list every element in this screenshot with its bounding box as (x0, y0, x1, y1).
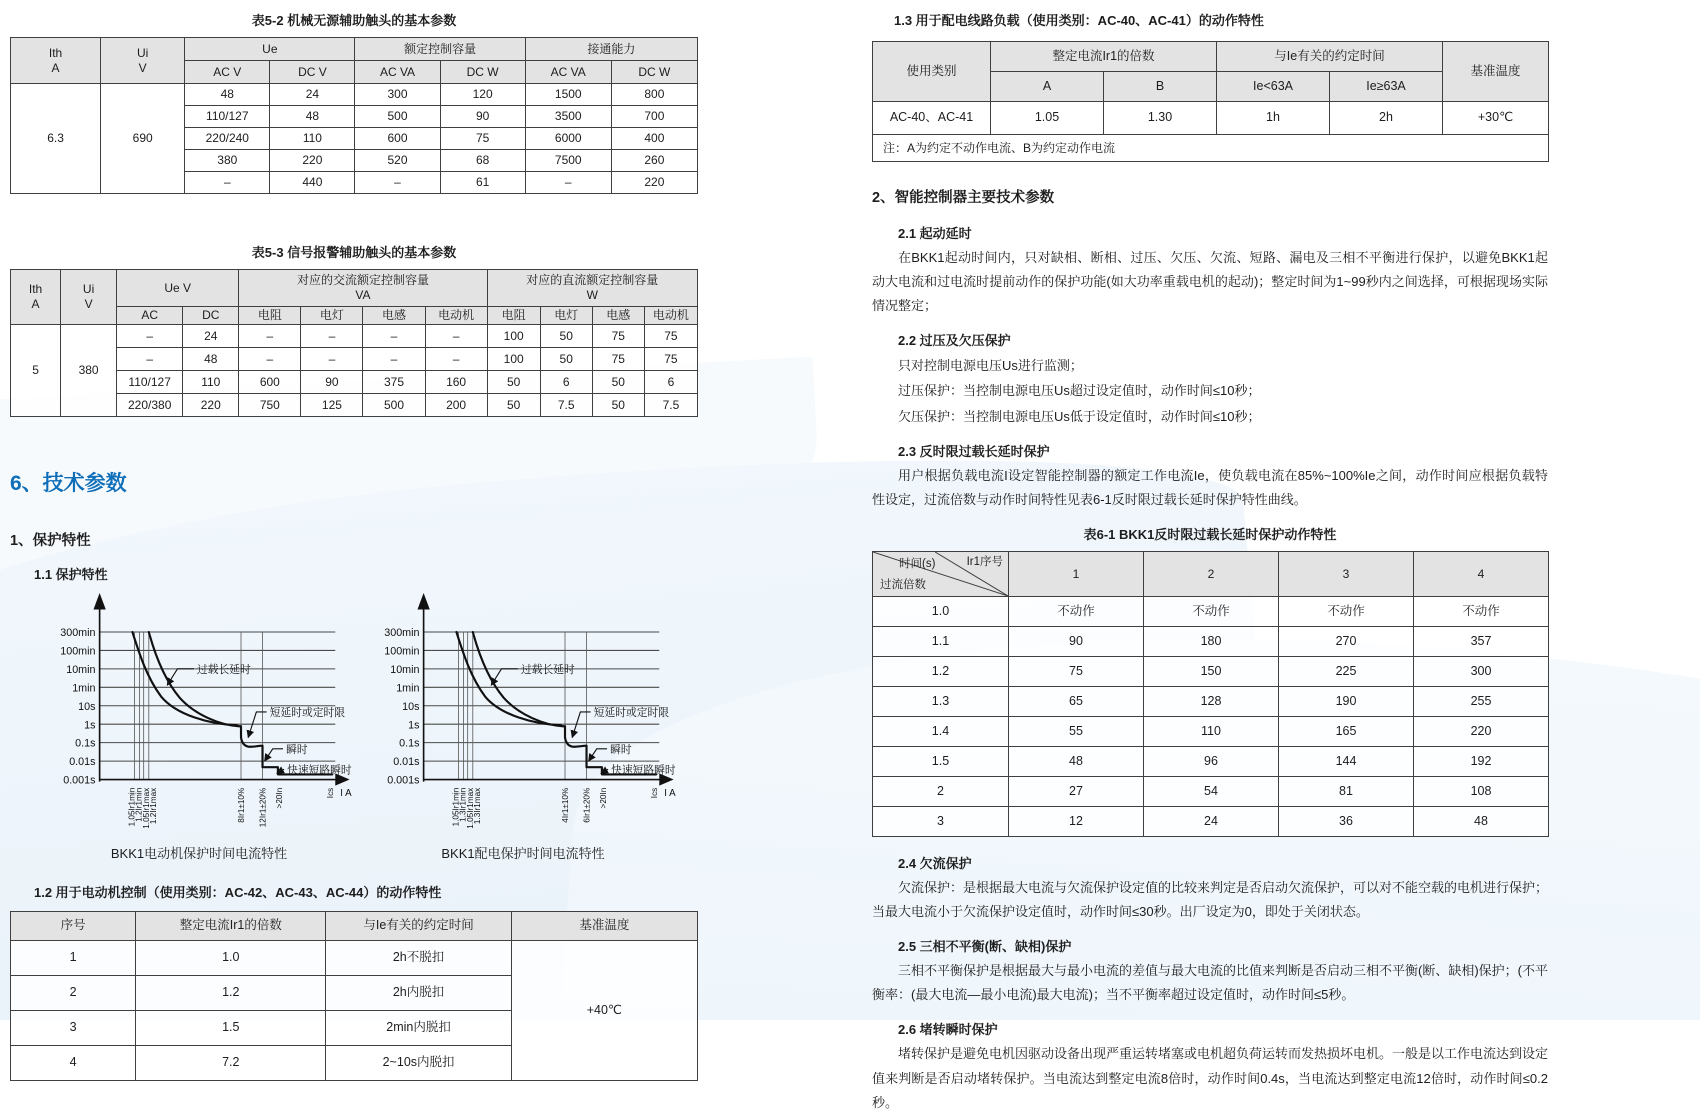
table-5-2 (10, 37, 698, 194)
cell: 48 (1009, 747, 1144, 777)
table-1-2 (10, 911, 698, 1081)
cell: 1500 (525, 84, 611, 106)
right-column (872, 4, 1548, 1115)
cell: 1.2 (873, 657, 1009, 687)
svg-text:>20In: >20In (598, 787, 608, 809)
section-2-2-line: 只对控制电源电压Us进行监测； (898, 358, 1083, 374)
col-header-resistive: 电阻 (487, 307, 540, 325)
cell: 1.3 (873, 687, 1009, 717)
cell: 220 (183, 394, 239, 417)
col-header-ac: AC (117, 307, 183, 325)
section-1-heading: 1、保护特性 (10, 533, 91, 549)
svg-text:Ics: Ics (326, 787, 336, 799)
diagonal-header-cell (873, 552, 1009, 597)
section-6-heading: 6、技术参数 (10, 472, 127, 495)
svg-text:快速短路瞬时: 快速短路瞬时 (611, 764, 676, 777)
cell: – (355, 172, 440, 194)
svg-text:300min: 300min (384, 627, 420, 640)
svg-text:1s: 1s (84, 719, 96, 732)
svg-text:300min: 300min (60, 627, 96, 640)
table-row (873, 102, 1549, 135)
svg-text:10s: 10s (78, 700, 96, 713)
cell: 180 (1144, 627, 1279, 657)
svg-text:10min: 10min (390, 663, 420, 676)
axes (417, 593, 673, 786)
cell: 48 (270, 106, 355, 128)
table-row (11, 84, 698, 106)
table-row (873, 135, 1549, 162)
motor-protection-curve-svg (40, 591, 358, 841)
cell: 270 (1279, 627, 1414, 657)
cell: 220 (270, 150, 355, 172)
cell: 220/240 (185, 128, 270, 150)
cell: 144 (1279, 747, 1414, 777)
table-5-2-title: 表5-2 机械无源辅助触头的基本参数 (251, 13, 457, 28)
cell: 7.2 (136, 1046, 326, 1081)
cell: 75 (644, 348, 697, 371)
cell: 50 (487, 371, 540, 394)
cell: 55 (1009, 717, 1144, 747)
col-header-lamp: 电灯 (540, 307, 592, 325)
table-row (873, 597, 1549, 627)
cell: 2h不脱扣 (326, 941, 511, 976)
cell: 3500 (525, 106, 611, 128)
col-header-ui: Ui V (61, 270, 117, 325)
section-2-1-heading: 2.1 起动延时 (898, 226, 972, 241)
cell: 24 (270, 84, 355, 106)
cell: 128 (1144, 687, 1279, 717)
x-tick-labels (127, 787, 352, 828)
cell: 255 (1414, 687, 1549, 717)
svg-text:1.3Ir1min: 1.3Ir1min (458, 787, 468, 822)
section-2-4-body: 欠流保护：是根据最大电流与欠流保护设定值的比较来判定是否启动欠流保护，可以对不能空载的电机进行保护；当最大电流小于欠流保护设定值时，动作时间≤30秒。出厂设定为0，即处于关闭状态。 (872, 880, 1549, 920)
cell: – (301, 348, 363, 371)
cell: AC-40、AC-41 (873, 102, 991, 135)
cell: 520 (355, 150, 440, 172)
cell: 7.5 (540, 394, 592, 417)
table-6-1 (872, 551, 1549, 837)
cell: 192 (1414, 747, 1549, 777)
cell: 1.5 (873, 747, 1009, 777)
y-axis-arrow-icon (417, 593, 429, 609)
table-row (873, 627, 1549, 657)
table-row (11, 325, 698, 348)
cell: 27 (1009, 777, 1144, 807)
cell: 500 (363, 394, 425, 417)
svg-text:0.1s: 0.1s (399, 737, 420, 750)
col-header-motor: 电动机 (425, 307, 487, 325)
col-header-dcv: DC V (270, 61, 355, 84)
cell: 2h内脱扣 (326, 976, 511, 1011)
col-header-rated-capacity: 额定控制容量 (355, 38, 525, 61)
cell: 3 (11, 1011, 136, 1046)
cell: 75 (592, 325, 644, 348)
cell: 6000 (525, 128, 611, 150)
cell: 110 (1144, 717, 1279, 747)
col-header-making-capacity: 接通能力 (525, 38, 697, 61)
svg-text:0.001s: 0.001s (387, 774, 420, 787)
cell: 300 (1414, 657, 1549, 687)
table-row (873, 42, 1549, 72)
section-2-2-line: 过压保护：当控制电源电压Us超过设定值时，动作时间≤10秒； (898, 383, 1261, 399)
cell: 不动作 (1279, 597, 1414, 627)
section-1-1-heading: 1.1 保护特性 (34, 567, 108, 582)
cell: 150 (1144, 657, 1279, 687)
col-header-multiple: 整定电流Ir1的倍数 (136, 912, 326, 941)
cell: 165 (1279, 717, 1414, 747)
col-header-ref-temp: 基准温度 (1443, 42, 1549, 102)
cell: 不动作 (1009, 597, 1144, 627)
section-1-3-heading: 1.3 用于配电线路负载（使用类别：AC-40、AC-41）的动作特性 (894, 13, 1264, 28)
y-axis-arrow-icon (93, 593, 105, 609)
cell: 2h (1330, 102, 1443, 135)
col-header-ue: Ue V (117, 270, 239, 307)
svg-text:1.05Ir1min: 1.05Ir1min (451, 787, 461, 827)
cell: 260 (611, 150, 697, 172)
col-header-inductive: 电感 (592, 307, 644, 325)
cell: 100 (487, 325, 540, 348)
cell: 不动作 (1144, 597, 1279, 627)
col-header-dc-capacity: 对应的直流额定控制容量 W (487, 270, 697, 307)
cell: 90 (301, 371, 363, 394)
cell-ref-temp: +40℃ (511, 941, 697, 1081)
col-header-dc: DC (183, 307, 239, 325)
y-tick-labels (384, 627, 419, 787)
cell: 48 (183, 348, 239, 371)
table-row (873, 552, 1549, 597)
cell: 220 (1414, 717, 1549, 747)
cell: 300 (355, 84, 440, 106)
section-2-3-body: 用户根据负载电流I设定智能控制器的额定工作电流Ie，使负载电流在85%~100%Ie之间，动作时间应根据负载特性设定，过流倍数与动作时间特性见表6-1反时限过载长延时保护特性曲线。 (872, 468, 1548, 508)
cell: 2min内脱扣 (326, 1011, 511, 1046)
col-header-a: A (991, 72, 1104, 102)
table-row (873, 657, 1549, 687)
col-header-ac-capacity: 对应的交流额定控制容量 VA (239, 270, 487, 307)
col-header-acv: AC V (185, 61, 270, 84)
cell: 50 (592, 394, 644, 417)
table-row (873, 687, 1549, 717)
col-header-dcw: DC W (440, 61, 525, 84)
cell: 1.4 (873, 717, 1009, 747)
motor-protection-chart (40, 591, 358, 862)
cell: 48 (185, 84, 270, 106)
cell: 100 (487, 348, 540, 371)
col-header-ie-lt-63: Ie<63A (1217, 72, 1330, 102)
col-header-lamp: 电灯 (301, 307, 363, 325)
svg-text:6Ir1±20%: 6Ir1±20% (582, 787, 592, 823)
section-2-heading: 2、智能控制器主要技术参数 (872, 190, 1055, 206)
svg-text:1min: 1min (396, 682, 420, 695)
svg-text:12Ir1±20%: 12Ir1±20% (258, 787, 268, 828)
svg-text:0.01s: 0.01s (69, 756, 96, 769)
table-row (873, 777, 1549, 807)
svg-text:1.05Ir1max: 1.05Ir1max (465, 787, 475, 829)
cell: 120 (440, 84, 525, 106)
table-note: 注：A为约定不动作电流、B为约定动作电流 (873, 135, 1549, 162)
svg-text:短延时或定时限: 短延时或定时限 (593, 707, 669, 719)
svg-text:短延时或定时限: 短延时或定时限 (269, 707, 345, 719)
cell: – (425, 325, 487, 348)
cell: 54 (1144, 777, 1279, 807)
cell: 2 (873, 777, 1009, 807)
col-header-ith: Ith A (11, 270, 61, 325)
cell: 48 (1414, 807, 1549, 837)
cell: 36 (1279, 807, 1414, 837)
cell-ith: 5 (11, 325, 61, 417)
cell: 61 (440, 172, 525, 194)
cell: 600 (355, 128, 440, 150)
svg-text:1.2Ir1max: 1.2Ir1max (148, 787, 158, 825)
cell: 75 (644, 325, 697, 348)
cell: 500 (355, 106, 440, 128)
cell: 1.05 (991, 102, 1104, 135)
cell: 50 (487, 394, 540, 417)
cell-ui: 380 (61, 325, 117, 417)
cell: 600 (239, 371, 301, 394)
section-1-2-heading: 1.2 用于电动机控制（使用类别：AC-42、AC-43、AC-44）的动作特性 (34, 885, 442, 900)
cell: 160 (425, 371, 487, 394)
section-2-2-line: 欠压保护：当控制电源电压Us低于设定值时，动作时间≤10秒； (898, 408, 1261, 424)
cell: +30℃ (1443, 102, 1549, 135)
svg-text:1.05Ir1min: 1.05Ir1min (127, 787, 137, 827)
col-header-acva: AC VA (525, 61, 611, 84)
cell: – (117, 348, 183, 371)
col-header-ref-temp: 基准温度 (511, 912, 697, 941)
cell: 96 (1144, 747, 1279, 777)
cell: 3 (873, 807, 1009, 837)
svg-text:4Ir1±10%: 4Ir1±10% (561, 787, 571, 823)
cell: 90 (440, 106, 525, 128)
col-header-ui: Ui V (101, 38, 185, 84)
y-tick-labels (60, 627, 95, 787)
table-1-3 (872, 41, 1549, 162)
col-header-time: 与Ie有关的约定时间 (326, 912, 511, 941)
col-header-b: B (1104, 72, 1217, 102)
table-5-3-title: 表5-3 信号报警辅助触头的基本参数 (251, 245, 457, 260)
motor-chart-caption: BKK1电动机保护时间电流特性 (110, 846, 288, 861)
annotations (167, 663, 352, 776)
cell: 75 (1009, 657, 1144, 687)
cell: 800 (611, 84, 697, 106)
gridlines (424, 632, 660, 780)
distribution-protection-chart (364, 591, 682, 862)
cell: 12 (1009, 807, 1144, 837)
svg-text:1min: 1min (72, 682, 96, 695)
table-6-1-title: 表6-1 BKK1反时限过载长延时保护动作特性 (1083, 527, 1337, 543)
col-header-inductive: 电感 (363, 307, 425, 325)
svg-text:I A: I A (340, 787, 352, 799)
col-header-ith: Ith A (11, 38, 101, 84)
table-row (873, 747, 1549, 777)
cell: – (239, 348, 301, 371)
cell: – (117, 325, 183, 348)
svg-text:I A: I A (664, 787, 676, 799)
cell: 220 (611, 172, 697, 194)
cell: 357 (1414, 627, 1549, 657)
cell: 24 (1144, 807, 1279, 837)
table-row (11, 941, 698, 976)
cell: 1.2 (136, 976, 326, 1011)
cell: 7.5 (644, 394, 697, 417)
cell: 65 (1009, 687, 1144, 717)
col-header-use-category: 使用类别 (873, 42, 991, 102)
svg-text:瞬时: 瞬时 (610, 743, 632, 756)
annotations (491, 663, 676, 776)
axes (93, 593, 349, 786)
cell: 225 (1279, 657, 1414, 687)
cell: 1.30 (1104, 102, 1217, 135)
col-header-4: 4 (1414, 552, 1549, 597)
svg-text:1.05Ir1max: 1.05Ir1max (141, 787, 151, 829)
cell: 220/380 (117, 394, 183, 417)
cell: 50 (540, 325, 592, 348)
cell: 400 (611, 128, 697, 150)
table-row (873, 807, 1549, 837)
cell: 750 (239, 394, 301, 417)
cell: 50 (592, 371, 644, 394)
cell: – (301, 325, 363, 348)
col-header-2: 2 (1144, 552, 1279, 597)
cell: 6 (644, 371, 697, 394)
col-header-motor: 电动机 (644, 307, 697, 325)
svg-text:10s: 10s (402, 700, 420, 713)
cell: 110/127 (185, 106, 270, 128)
svg-text:0.1s: 0.1s (75, 737, 96, 750)
section-2-6-body: 堵转保护是避免电机因驱动设备出现严重运转堵塞或电机超负荷运转而发热损坏电机。一般是以工作电流达到设定值来判断是否启动堵转保护。当电流达到整定电流8倍时，动作时间0.4s，当电流达到整定电流12倍时，动作时间≤0.2秒。 (872, 1046, 1549, 1110)
cell: 125 (301, 394, 363, 417)
corner-label-ir1-no: Ir1序号 (966, 556, 1003, 569)
col-header-acva: AC VA (355, 61, 440, 84)
col-header-1: 1 (1009, 552, 1144, 597)
cell: 1h (1217, 102, 1330, 135)
table-row (873, 717, 1549, 747)
cell-ui: 690 (101, 84, 185, 194)
cell: 110 (270, 128, 355, 150)
cell: 110 (183, 371, 239, 394)
cell: 1.0 (136, 941, 326, 976)
cell: 81 (1279, 777, 1414, 807)
col-header-multiple: 整定电流Ir1的倍数 (991, 42, 1217, 72)
cell: – (363, 325, 425, 348)
distribution-protection-curve-svg (364, 591, 682, 841)
cell: 90 (1009, 627, 1144, 657)
cell: 2~10s内脱扣 (326, 1046, 511, 1081)
cell: 75 (440, 128, 525, 150)
section-2-5-heading: 2.5 三相不平衡(断、缺相)保护 (898, 939, 1072, 955)
cell: 50 (540, 348, 592, 371)
cell: 1.1 (873, 627, 1009, 657)
svg-text:快速短路瞬时: 快速短路瞬时 (287, 764, 352, 777)
col-header-3: 3 (1279, 552, 1414, 597)
section-2-1-body: 在BKK1起动时间内，只对缺相、断相、过压、欠压、欠流、短路、漏电及三相不平衡进行保护，以避免BKK1起动大电流和过电流时提前动作的保护功能(如大功率重载电机的起动)；整定时间为1~99秒内之间选择，可根据现场实际情况整定； (872, 250, 1548, 314)
svg-text:1s: 1s (408, 719, 420, 732)
section-2-4-heading: 2.4 欠流保护 (898, 856, 972, 872)
cell: 2 (11, 976, 136, 1011)
left-column (10, 6, 698, 1081)
cell: 190 (1279, 687, 1414, 717)
section-2-3-heading: 2.3 反时限过载长延时保护 (898, 444, 1050, 460)
distribution-chart-caption: BKK1配电保护时间电流特性 (441, 846, 605, 861)
cell: 24 (183, 325, 239, 348)
table-row (11, 912, 698, 941)
corner-label-time: 时间(s) (899, 558, 936, 571)
table-row (11, 38, 698, 61)
svg-text:0.001s: 0.001s (63, 774, 96, 787)
cell: 375 (363, 371, 425, 394)
cell: 108 (1414, 777, 1549, 807)
cell: 1.0 (873, 597, 1009, 627)
svg-text:10min: 10min (66, 663, 96, 676)
cell: 68 (440, 150, 525, 172)
section-2-5-body: 三相不平衡保护是根据最大与最小电流的差值与最大电流的比值来判断是否启动三相不平衡(断、缺相)保护；(不平衡率：(最大电流—最小电流)最大电流)；当不平衡率超过设定值时，动作时间≤5秒。 (872, 963, 1548, 1003)
cell: – (239, 325, 301, 348)
svg-text:过载长延时: 过载长延时 (520, 663, 575, 676)
cell: 700 (611, 106, 697, 128)
table-row (11, 270, 698, 307)
svg-text:瞬时: 瞬时 (286, 743, 308, 756)
cell: – (185, 172, 270, 194)
cell: 6 (540, 371, 592, 394)
cell: 1 (11, 941, 136, 976)
corner-label-overcurrent-multiple: 过流倍数 (880, 578, 926, 591)
cell: 380 (185, 150, 270, 172)
col-header-time: 与Ie有关的约定时间 (1217, 42, 1443, 72)
cell: 7500 (525, 150, 611, 172)
protection-curves (40, 591, 698, 862)
col-header-no: 序号 (11, 912, 136, 941)
col-header-resistive: 电阻 (239, 307, 301, 325)
svg-text:>20In: >20In (274, 787, 284, 809)
cell: 110/127 (117, 371, 183, 394)
cell: 1.5 (136, 1011, 326, 1046)
cell: 200 (425, 394, 487, 417)
svg-text:0.01s: 0.01s (393, 756, 420, 769)
svg-text:1.3Ir1max: 1.3Ir1max (472, 787, 482, 825)
svg-text:1.2Ir1min: 1.2Ir1min (134, 787, 144, 822)
cell: – (525, 172, 611, 194)
svg-text:过载长延时: 过载长延时 (196, 663, 251, 676)
col-header-dcw: DC W (611, 61, 697, 84)
cell: 不动作 (1414, 597, 1549, 627)
cell: 4 (11, 1046, 136, 1081)
svg-text:8Ir1±10%: 8Ir1±10% (237, 787, 247, 823)
cell: 440 (270, 172, 355, 194)
svg-text:100min: 100min (384, 645, 420, 658)
cell: 75 (592, 348, 644, 371)
section-2-6-heading: 2.6 堵转瞬时保护 (898, 1022, 998, 1038)
cell: – (363, 348, 425, 371)
col-header-ie-ge-63: Ie≥63A (1330, 72, 1443, 102)
gridlines (100, 632, 336, 780)
table-5-3 (10, 269, 698, 417)
col-header-ue: Ue (185, 38, 355, 61)
cell: – (425, 348, 487, 371)
cell-ith: 6.3 (11, 84, 101, 194)
section-2-2-heading: 2.2 过压及欠压保护 (898, 333, 1011, 349)
svg-text:Ics: Ics (650, 787, 660, 799)
svg-text:100min: 100min (60, 645, 96, 658)
x-tick-labels (451, 787, 676, 828)
